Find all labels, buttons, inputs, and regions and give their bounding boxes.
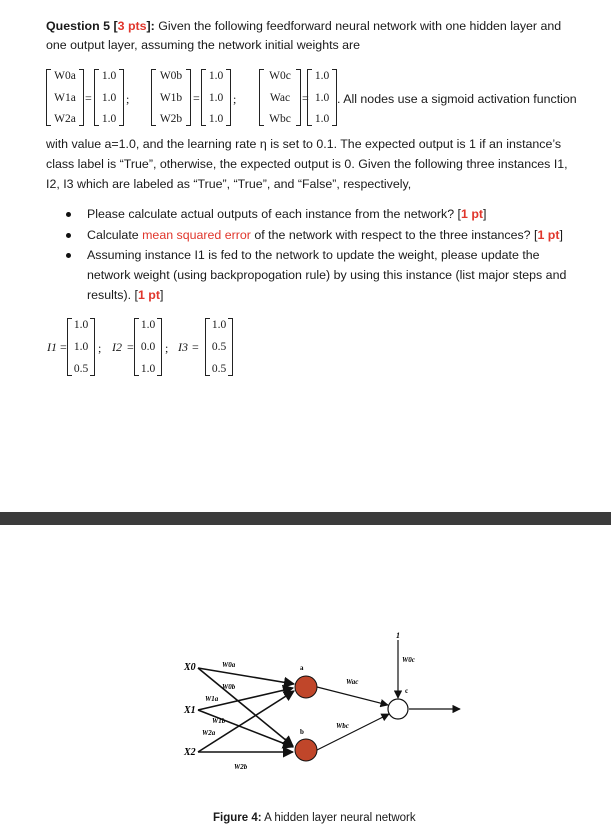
label-w2b: W2b	[234, 763, 248, 771]
instance-label: I3	[178, 340, 188, 354]
bullet-2: Calculate mean squared error of the network with respect to the three instances? [1 pt]	[87, 228, 563, 242]
input-x0-label: X0	[184, 662, 196, 673]
edge-wbc	[317, 714, 389, 750]
bullet-dot	[66, 212, 71, 217]
instance-label: I2	[112, 340, 122, 354]
weight-values-c: 1.0 1.0 1.0	[307, 69, 337, 126]
label-wac: Wac	[346, 678, 359, 686]
bullet-dot	[66, 233, 71, 238]
label-w1b: W1b	[212, 717, 226, 725]
label-w1a: W1a	[205, 695, 219, 703]
question-points: 3 pts	[117, 19, 147, 33]
node-a-label: a	[300, 664, 304, 672]
bullet-dot	[66, 253, 71, 258]
edge-wac	[317, 687, 388, 705]
question-header: Question 5 [3 pts]: Given the following feedforward neural network with one hidden layer and	[46, 19, 562, 33]
weight-values-a: 1.0 1.0 1.0	[94, 69, 124, 126]
instance-vector-3: 1.0 0.5 0.5	[205, 318, 233, 376]
figure-caption: Figure 4: A hidden layer neural network	[213, 812, 416, 824]
node-c-label: c	[405, 687, 409, 695]
paragraph-line1: with value a=1.0, and the learning rate η is set to 0.1. The expected output is 1 if an instance’s	[46, 137, 562, 151]
bias-label: 1	[396, 631, 400, 640]
weight-names-a: W0a W1a W2a	[46, 69, 84, 126]
paragraph-line2: class label is “True”, otherwise, the expected output is 0. Given the following three instances I1,	[46, 157, 568, 171]
weight-names-b: W0b W1b W2b	[151, 69, 191, 126]
weights-trailing-text: . All nodes use a sigmoid activation function	[337, 92, 577, 106]
hidden-node-a	[295, 676, 317, 698]
bullet-3-line3: results). [1 pt]	[87, 288, 164, 302]
weight-names-c: W0c Wac Wbc	[259, 69, 301, 126]
neural-network-diagram	[0, 600, 611, 800]
input-x1-label: X1	[184, 705, 196, 716]
bullet-3-line2: network weight (using backpropogation rule) by using this instance (list major steps and	[87, 268, 567, 282]
input-x2-label: X2	[184, 747, 196, 758]
paragraph-line3: I2, I3 which are labeled as “True”, “True”, and “False”, respectively,	[46, 177, 412, 191]
label-w0a: W0a	[222, 661, 236, 669]
label-w0c: W0c	[402, 656, 415, 664]
hidden-node-b	[295, 739, 317, 761]
page-divider	[0, 512, 611, 525]
label-w0b: W0b	[222, 683, 236, 691]
instance-vector-1: 1.0 1.0 0.5	[67, 318, 95, 376]
label-w2a: W2a	[202, 729, 216, 737]
node-b-label: b	[300, 728, 304, 736]
edge-w0a	[198, 668, 294, 684]
output-node-c	[388, 699, 408, 719]
question-label: Question 5	[46, 19, 111, 33]
bullet-3-line1: Assuming instance I1 is fed to the network to update the weight, please update the	[87, 248, 540, 262]
input-edges	[198, 668, 294, 752]
instance-label: I1	[47, 340, 57, 354]
label-wbc: Wbc	[336, 722, 349, 730]
bullet-1: Please calculate actual outputs of each instance from the network? [1 pt]	[87, 207, 487, 221]
weight-values-b: 1.0 1.0 1.0	[201, 69, 231, 126]
question-line2: one output layer, assuming the network initial weights are	[46, 38, 361, 52]
instance-vector-2: 1.0 0.0 1.0	[134, 318, 162, 376]
